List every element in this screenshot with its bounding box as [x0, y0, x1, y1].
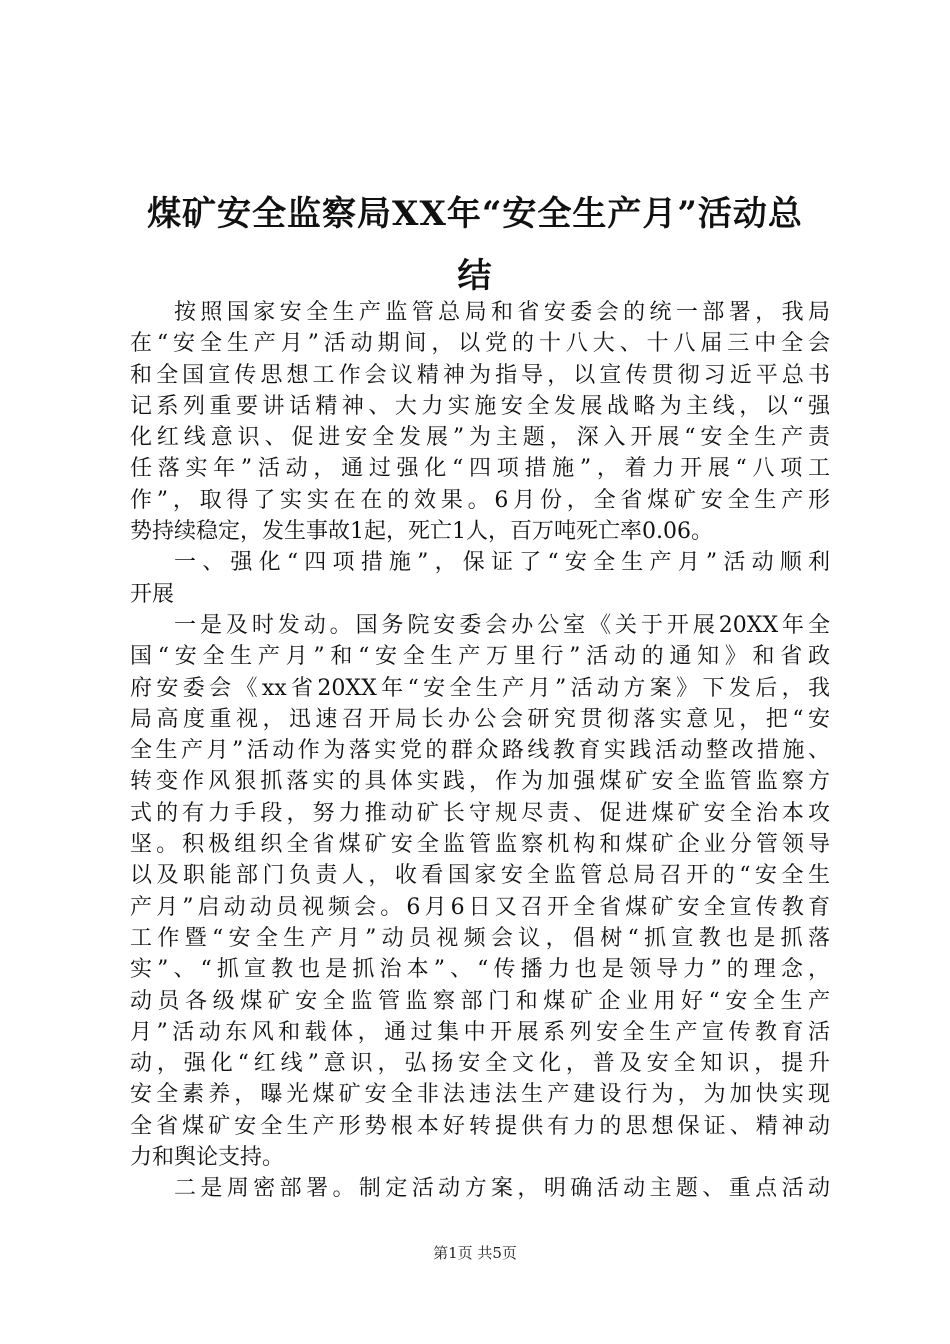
text-line: 动，强化“红线”意识，弘扬安全文化，普及安全知识，提升 [130, 1051, 830, 1077]
text-line: 作”，取得了实实在在的效果。6月份，全省煤矿安全生产形 [130, 487, 830, 513]
text-line: 国“安全生产月”和“安全生产万里行”活动的通知》和省政 [130, 644, 830, 670]
text-line: 月”活动东风和载体，通过集中开展系列安全生产宣传教育活 [130, 1019, 830, 1045]
title-line: 结 [457, 256, 493, 296]
text-line: 按照国家安全生产监管总局和省安委会的统一部署，我局 [174, 300, 830, 325]
text-line: 记系列重要讲话精神、大力实施安全发展战略为主线，以“强 [130, 393, 830, 419]
text-line: 产月”启动动员视频会。6月6日又召开全省煤矿安全宣传教育 [130, 894, 830, 920]
text-line: 全生产月”活动作为落实党的群众路线教育实践活动整改措施、 [130, 738, 830, 764]
text-line: 一是及时发动。国务院安委会办公室《关于开展20XX年全 [174, 612, 830, 638]
text-line: 实”、“抓宣教也是抓治本”、“传播力也是领导力”的理念， [130, 957, 830, 983]
text-line: 府安委会《xx省20XX年“安全生产月”活动方案》下发后，我 [130, 675, 830, 701]
text-line: 在“安全生产月”活动期间，以党的十八大、十八届三中全会 [130, 331, 830, 357]
text-line: 任落实年”活动，通过强化“四项措施”，着力开展“八项工 [130, 456, 830, 482]
text-line: 以及职能部门负责人，收看国家安全监管总局召开的“安全生 [130, 863, 830, 889]
text-line: 化红线意识、促进安全发展”为主题，深入开展“安全生产责 [130, 425, 830, 451]
text-line: 转变作风狠抓落实的具体实践，作为加强煤矿安全监管监察方 [130, 769, 830, 795]
text-line: 动员各级煤矿安全监管监察部门和煤矿企业用好“安全生产 [130, 988, 830, 1014]
text-line: 和全国宣传思想工作会议精神为指导，以宣传贯彻习近平总书 [130, 362, 830, 388]
section-heading-line: 一、强化“四项措施”，保证了“安全生产月”活动顺利 [174, 550, 830, 576]
text-line: 局高度重视，迅速召开局长办公会研究贯彻落实意见，把“安 [130, 706, 830, 732]
text-line: 力和舆论支持。 [130, 1145, 285, 1171]
text-line: 二是周密部署。制定活动方案，明确活动主题、重点活动 [174, 1176, 830, 1202]
document-title [120, 183, 830, 307]
section-heading-line: 开展 [130, 581, 175, 607]
text-line: 安全素养，曝光煤矿安全非法违法生产建设行为，为加快实现 [130, 1082, 830, 1108]
document-body [130, 297, 830, 1205]
text-line: 工作暨“安全生产月”动员视频会议，倡树“抓宣教也是抓落 [130, 925, 830, 951]
text-line: 势持续稳定，发生事故1起，死亡1人，百万吨死亡率0.06。 [130, 519, 713, 545]
text-line: 坚。积极组织全省煤矿安全监管监察机构和煤矿企业分管领导 [130, 832, 830, 858]
text-line: 式的有力手段，努力推动矿长守规尽责、促进煤矿安全治本攻 [130, 800, 830, 826]
page-number-footer: 第1页 共5页 [433, 1244, 517, 1262]
title-line: 煤矿安全监察局XX年“安全生产月”活动总 [147, 194, 803, 234]
text-line: 全省煤矿安全生产形势根本好转提供有力的思想保证、精神动 [130, 1113, 830, 1139]
